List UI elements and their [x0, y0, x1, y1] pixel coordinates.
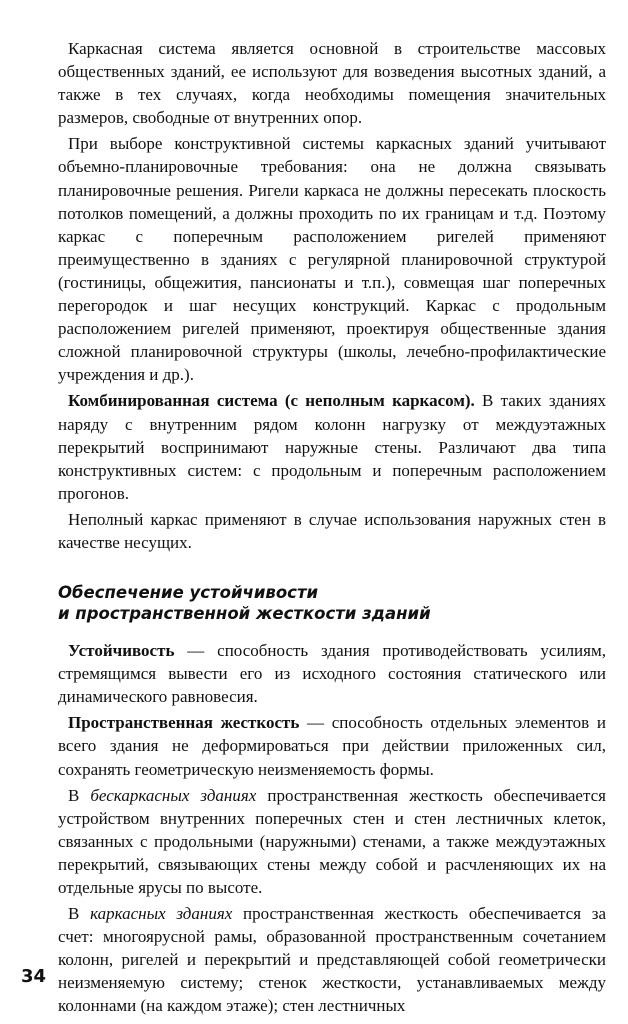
frameless-prefix: В [68, 785, 91, 805]
spatial-rigidity-text: — способность отдельных элементов и всего здания не деформироваться при действии приложенных сил, сохранять геометрическую неизменяемость формы. [58, 713, 606, 779]
body-text [58, 37, 606, 1018]
paragraph-combined-system [58, 389, 606, 504]
page-number: 34 [21, 966, 47, 987]
paragraph-incomplete-frame: Неполный каркас применяют в случае использования наружных стен в качестве несущих. [58, 509, 606, 552]
paragraph-frame-choice: При выборе конструктивной системы каркасных зданий учитывают объемно-планировочные требования: она не должна связывать планировочные решения. Ригели каркаса не должны пересекать плоскость потолков помещений, а должны проходить по их границам и т.д. Поэтому каркас с поперечным расположением ригелей применяют преимущественно в зданиях с регулярной планировочной структурой (гостиницы, общежития, пансионаты и т.п.), совмещая шаг поперечных перегородок и шаг несущих конструкций. Каркас с продольным расположением ригелей применяют, проектируя общественные здания сложной планировочной структуры (школы, лечебно-профилактические учреждения и др.). [58, 134, 606, 385]
paragraph-framed-buildings [58, 902, 606, 1017]
paragraph-frameless-buildings [58, 784, 606, 899]
term-stability: Устойчивость [68, 641, 175, 661]
term-combined-system: Комбинированная система (с неполным каркасом). [68, 391, 475, 411]
section-heading [58, 582, 606, 624]
frameless-text: пространственная жесткость обеспечивается устройством внутренних поперечных стен и стен лестничных клеток, связанных с продольными (наружными) стенами, а также междуэтажных перекрытий, связывающих стены между собой и расчленяющих их на отдельные ярусы по высоте. [58, 785, 606, 897]
stability-text: — способность здания противодействовать усилиям, стремящимся вывести его из исходного состояния статического или динамического равновесия. [58, 641, 606, 707]
section-heading-line-2: и пространственной жесткости зданий [58, 604, 431, 624]
framed-prefix: В [68, 904, 91, 924]
term-frameless-buildings: бескаркасных зданиях [90, 785, 257, 805]
paragraph-spatial-rigidity [58, 711, 606, 780]
paragraph-frame-system: Каркасная система является основной в строительстве массовых общественных зданий, ее используют для возведения высотных зданий, а также в тех случаях, когда необходимы помещения значительных размеров, свободные от внутренних опор. [58, 39, 606, 128]
framed-text: пространственная жесткость обеспечивается за счет: многоярусной рамы, образованной пространственным сочетанием колонн, ригелей и перекрытий и представляющей собой геометрически неизменяемую систему; стенок жесткости, устанавливаемых между колоннами (на каждом этаже); стен лестничных [58, 904, 607, 1016]
term-spatial-rigidity: Пространственная жесткость [68, 713, 300, 733]
combined-system-text: В таких зданиях наряду с внутренним рядом колонн нагрузку от междуэтажных перекрытий воспринимают наружные стены. Различают два типа конструктивных систем: с продольным и поперечным расположением прогонов. [58, 391, 606, 503]
paragraph-stability [58, 639, 606, 708]
term-framed-buildings: каркасных зданиях [90, 904, 233, 924]
section-heading-line-1: Обеспечение устойчивости [58, 583, 319, 603]
